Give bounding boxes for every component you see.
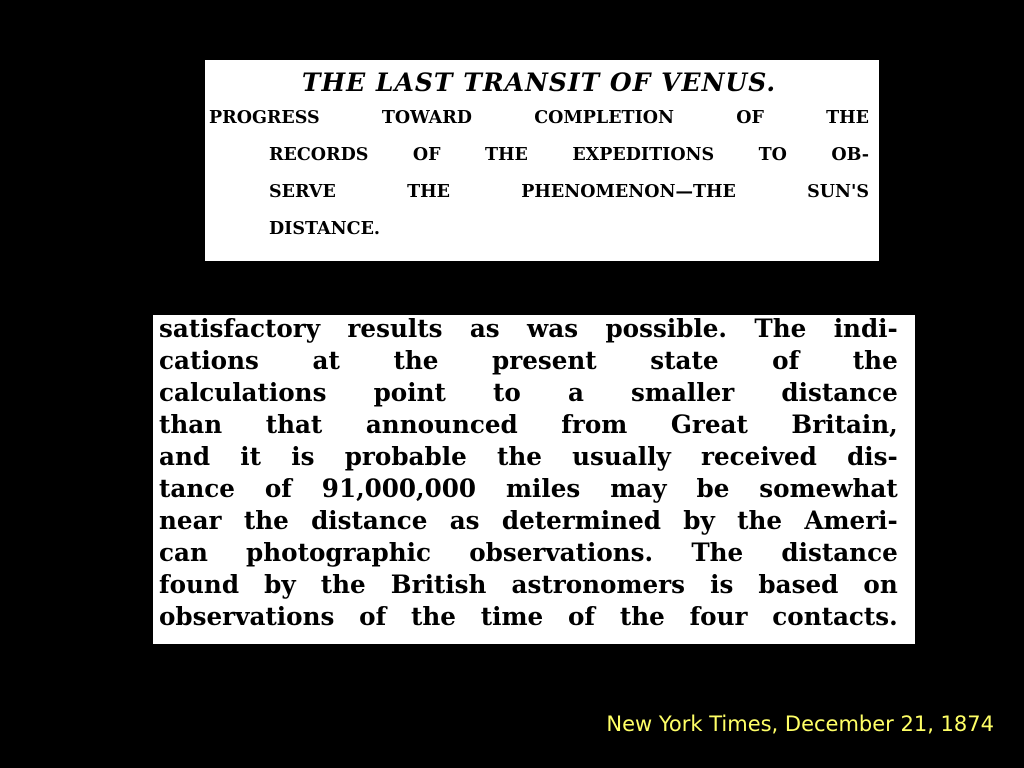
article-line: near the distance as determined by the Ameri-	[159, 506, 898, 535]
article-line: can photographic observations. The distance	[159, 538, 898, 567]
article-body-clipping	[153, 315, 915, 644]
article-line: cations at the present state of the	[159, 346, 898, 375]
headline-deck-line: RECORDS OF THE EXPEDITIONS TO OB-	[269, 145, 869, 165]
article-line: tance of 91,000,000 miles may be somewhat	[159, 474, 898, 503]
article-line: observations of the time of the four contacts.	[159, 602, 898, 631]
article-line: found by the British astronomers is based on	[159, 570, 898, 599]
article-line: and it is probable the usually received dis-	[159, 442, 898, 471]
headline-deck-line: SERVE THE PHENOMENON—THE SUN'S	[269, 182, 869, 202]
article-line: than that announced from Great Britain,	[159, 410, 898, 439]
source-caption: New York Times, December 21, 1874	[606, 712, 994, 736]
article-line: satisfactory results as was possible. The indi-	[159, 315, 898, 343]
headline-title: THE LAST TRANSIT OF VENUS.	[301, 68, 777, 97]
headline-deck-line: DISTANCE.	[269, 219, 380, 239]
headline-deck-line: PROGRESS TOWARD COMPLETION OF THE	[209, 108, 869, 128]
article-line: calculations point to a smaller distance	[159, 378, 898, 407]
headline-clipping	[205, 60, 879, 261]
